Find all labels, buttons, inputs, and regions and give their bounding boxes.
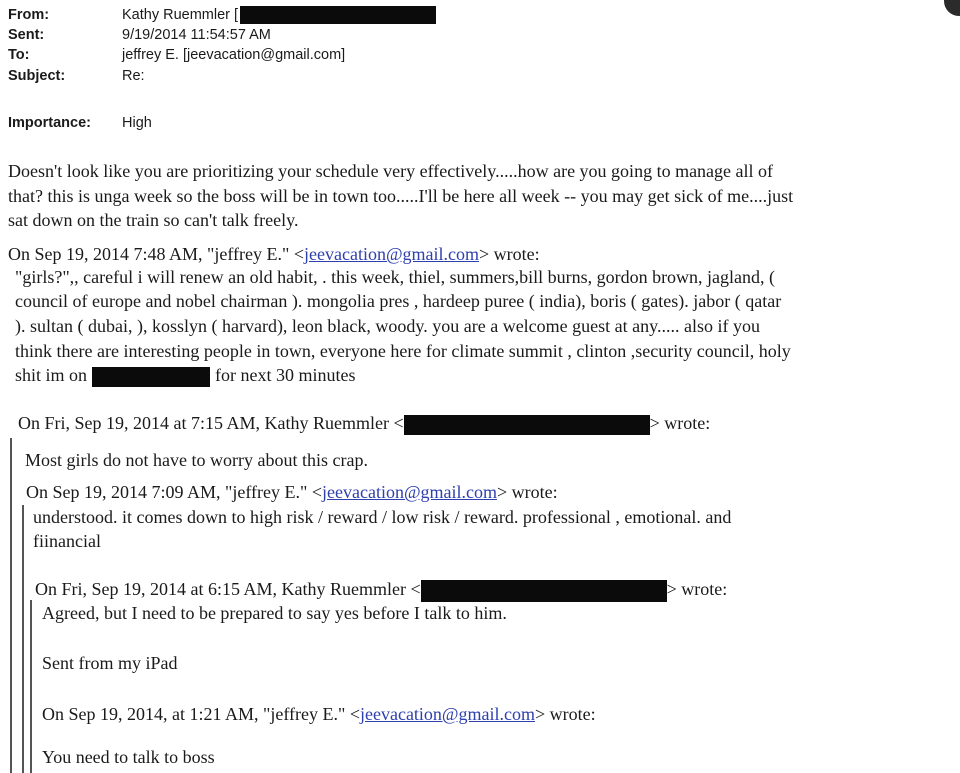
email-link[interactable]: jeevacation@gmail.com bbox=[304, 244, 480, 264]
quote-header bbox=[8, 243, 540, 265]
message-line: sat down on the train so can't talk freely. bbox=[8, 210, 299, 230]
quote-line: council of europe and nobel chairman ). mongolia pres , hardeep puree ( india), boris ( gates). jabor ( qatar bbox=[15, 291, 782, 311]
quote-header bbox=[18, 412, 710, 435]
quote-header bbox=[42, 703, 596, 725]
quote-header-suffix: > wrote: bbox=[479, 244, 540, 264]
quote-line-suffix: for next 30 minutes bbox=[215, 365, 356, 385]
redaction-block bbox=[92, 367, 210, 387]
quote-header bbox=[26, 481, 558, 503]
sent-value: 9/19/2014 11:54:57 AM bbox=[122, 27, 271, 43]
quote-header-prefix: On Sep 19, 2014, at 1:21 AM, "jeffrey E." < bbox=[42, 704, 360, 724]
quote-header-prefix: On Fri, Sep 19, 2014 at 6:15 AM, Kathy Ruemmler < bbox=[35, 579, 421, 599]
quote-line: fiinancial bbox=[33, 531, 101, 551]
quote-line: understood. it comes down to high risk / reward / low risk / reward. professional , emotional. and bbox=[33, 507, 732, 527]
subject-label: Subject: bbox=[8, 68, 66, 84]
quote-line-prefix: shit im on bbox=[15, 365, 88, 385]
importance-label: Importance: bbox=[8, 115, 91, 131]
to-label: To: bbox=[8, 47, 30, 63]
quote-header-suffix: > wrote: bbox=[497, 482, 558, 502]
quote-header-suffix: > wrote: bbox=[535, 704, 596, 724]
subject-value: Re: bbox=[122, 68, 145, 84]
quote-line bbox=[15, 364, 356, 387]
sent-label: Sent: bbox=[8, 27, 45, 43]
email-link[interactable]: jeevacation@gmail.com bbox=[322, 482, 498, 502]
quote-header-prefix: On Fri, Sep 19, 2014 at 7:15 AM, Kathy Ruemmler < bbox=[18, 413, 404, 433]
quote-bar bbox=[22, 505, 24, 773]
quote-line: You need to talk to boss bbox=[42, 747, 215, 767]
redaction-block bbox=[421, 580, 667, 602]
quote-line: Agreed, but I need to be prepared to say yes before I talk to him. bbox=[42, 603, 507, 623]
importance-value: High bbox=[122, 115, 152, 131]
redaction-block bbox=[240, 6, 436, 24]
quote-line: Sent from my iPad bbox=[42, 653, 178, 673]
to-value: jeffrey E. [jeevacation@gmail.com] bbox=[122, 47, 346, 63]
quote-line: Most girls do not have to worry about this crap. bbox=[25, 450, 368, 470]
from-label: From: bbox=[8, 7, 50, 23]
quote-header-prefix: On Sep 19, 2014 7:48 AM, "jeffrey E." < bbox=[8, 244, 304, 264]
quote-bar bbox=[30, 600, 32, 773]
quote-line: ). sultan ( dubai, ), kosslyn ( harvard), leon black, woody. you are a welcome guest at any..... also if you bbox=[15, 316, 760, 336]
quote-header-suffix: > wrote: bbox=[649, 413, 711, 433]
quote-line: think there are interesting people in town, everyone here for climate summit , clinton ,security council, holy bbox=[15, 341, 791, 361]
quote-header-suffix: > wrote: bbox=[666, 579, 728, 599]
from-value: Kathy Ruemmler [ bbox=[122, 7, 239, 23]
quote-header-prefix: On Sep 19, 2014 7:09 AM, "jeffrey E." < bbox=[26, 482, 322, 502]
redaction-block bbox=[404, 415, 650, 435]
message-line: Doesn't look like you are prioritizing your schedule very effectively.....how are you going to manage all of bbox=[8, 161, 774, 181]
quote-line: "girls?",, careful i will renew an old habit, . this week, thiel, summers,bill burns, gordon brown, jagland, ( bbox=[15, 267, 776, 287]
email-link[interactable]: jeevacation@gmail.com bbox=[359, 704, 535, 724]
message-line: that? this is unga week so the boss will be in town too.....I'll be here all week -- you may get sick of me....just bbox=[8, 186, 794, 206]
quote-header bbox=[35, 578, 727, 602]
quote-bar bbox=[10, 438, 12, 773]
corner-overlay-button[interactable] bbox=[944, 0, 960, 16]
